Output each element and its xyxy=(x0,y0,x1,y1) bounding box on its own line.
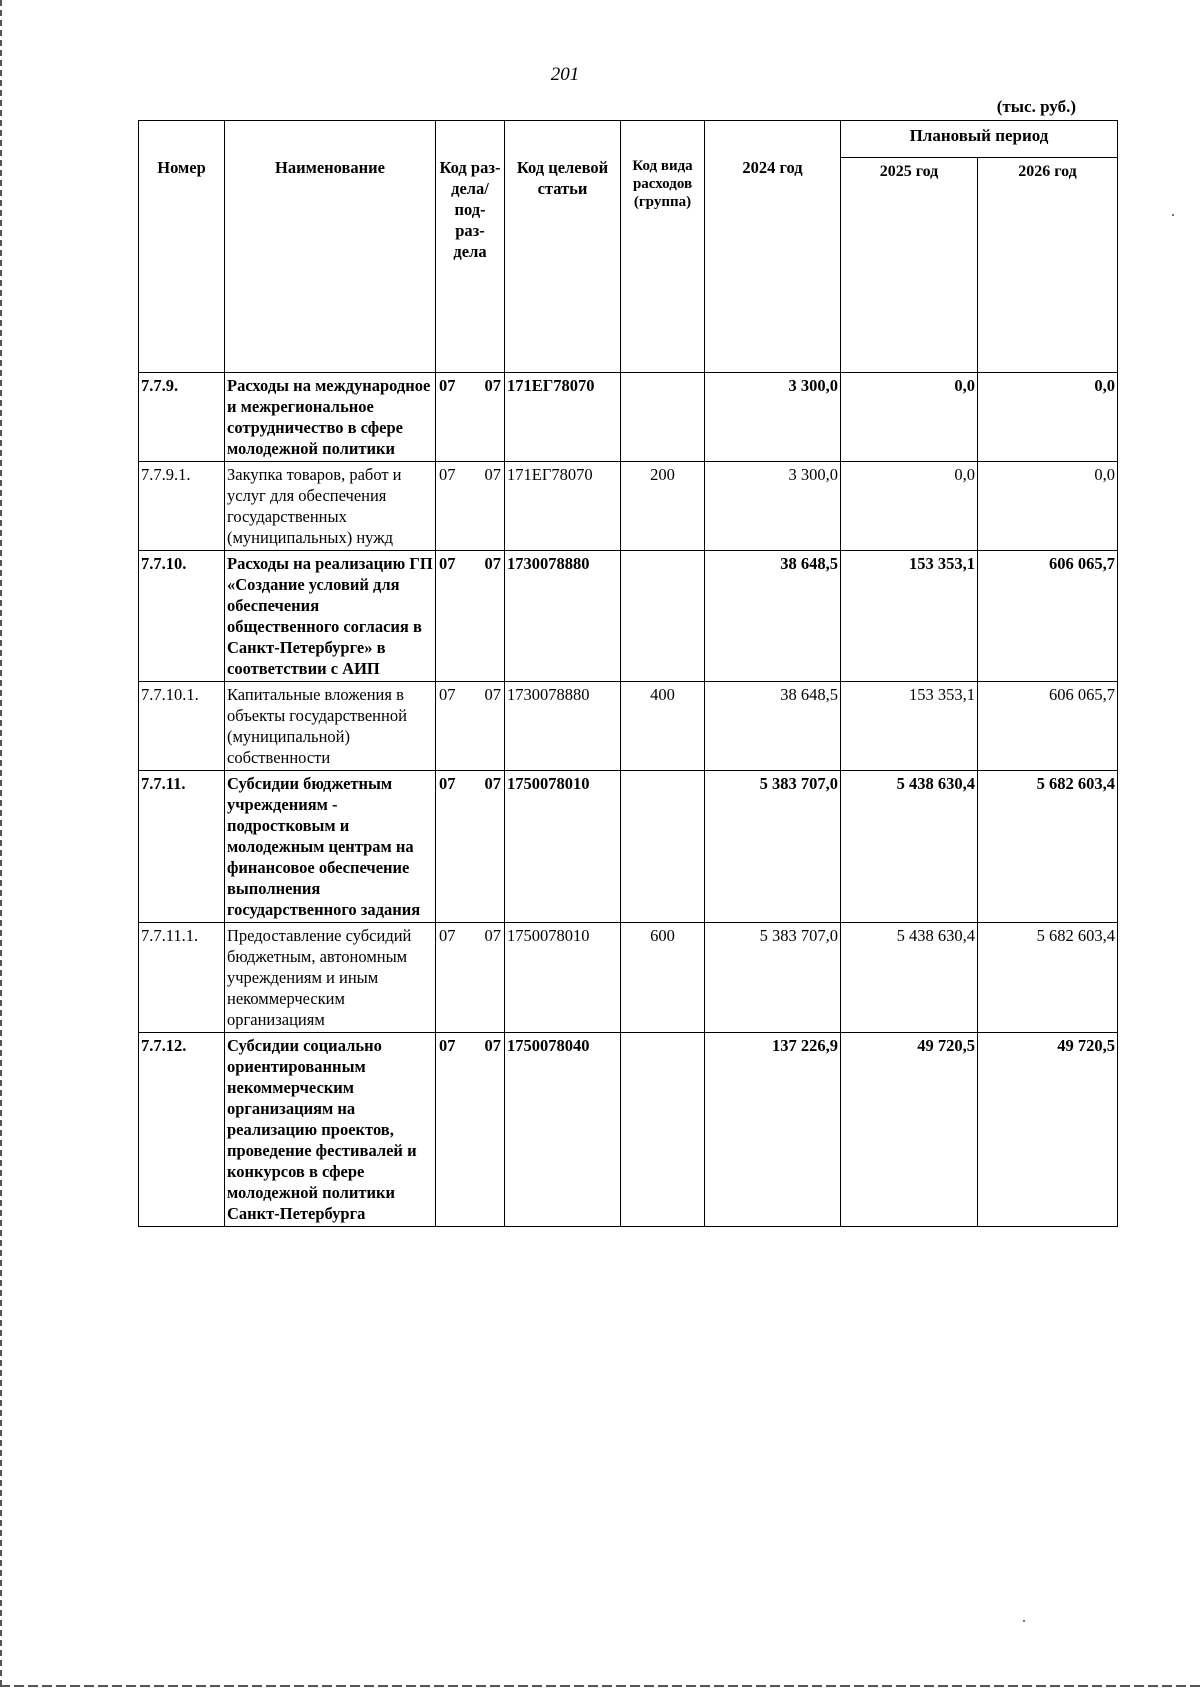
row-target-code: 1730078880 xyxy=(505,682,621,771)
header-target: Код целевой статьи xyxy=(505,121,621,373)
page-number: 201 xyxy=(550,64,580,85)
header-expense-type: Код вида расходов (группа) xyxy=(621,121,705,373)
row-2024: 38 648,5 xyxy=(705,682,841,771)
razdel-code: 07 xyxy=(439,554,456,573)
row-2026: 606 065,7 xyxy=(978,551,1118,682)
row-target-code: 171ЕГ78070 xyxy=(505,462,621,551)
row-2026: 5 682 603,4 xyxy=(978,771,1118,923)
row-2024: 137 226,9 xyxy=(705,1033,841,1227)
row-number: 7.7.11.1. xyxy=(139,923,225,1033)
row-razdel xyxy=(436,771,505,923)
row-target-code: 1750078010 xyxy=(505,771,621,923)
row-2026: 5 682 603,4 xyxy=(978,923,1118,1033)
table-row xyxy=(139,551,1118,682)
table-row xyxy=(139,923,1118,1033)
header-2026: 2026 год xyxy=(978,158,1118,373)
row-target-code: 1730078880 xyxy=(505,551,621,682)
header-razdel xyxy=(436,121,505,373)
podrazdel-code: 07 xyxy=(484,376,501,395)
row-expense-type xyxy=(621,551,705,682)
row-2025: 5 438 630,4 xyxy=(841,771,978,923)
razdel-code: 07 xyxy=(439,1036,456,1055)
row-expense-type: 200 xyxy=(621,462,705,551)
scan-speck xyxy=(1172,214,1174,216)
row-2025: 153 353,1 xyxy=(841,682,978,771)
table-row xyxy=(139,462,1118,551)
row-razdel xyxy=(436,923,505,1033)
razdel-code: 07 xyxy=(439,376,456,395)
row-number: 7.7.10.1. xyxy=(139,682,225,771)
razdel-code: 07 xyxy=(439,685,456,704)
podrazdel-code: 07 xyxy=(484,554,501,573)
row-name: Капитальные вложения в объекты государственной (муниципальной) собственности xyxy=(225,682,436,771)
table-row xyxy=(139,682,1118,771)
header-row xyxy=(139,121,1118,158)
row-expense-type xyxy=(621,1033,705,1227)
row-2025: 5 438 630,4 xyxy=(841,923,978,1033)
row-name: Закупка товаров, работ и услуг для обеспечения государственных (муниципальных) нужд xyxy=(225,462,436,551)
row-expense-type xyxy=(621,373,705,462)
budget-table xyxy=(138,120,1118,1227)
row-number: 7.7.9.1. xyxy=(139,462,225,551)
podrazdel-code: 07 xyxy=(484,685,501,704)
podrazdel-code: 07 xyxy=(484,774,501,793)
row-number: 7.7.12. xyxy=(139,1033,225,1227)
row-expense-type xyxy=(621,771,705,923)
header-razdel-text: Код раз- дела/ под- раз- дела xyxy=(439,158,501,261)
row-target-code: 171ЕГ78070 xyxy=(505,373,621,462)
row-expense-type: 400 xyxy=(621,682,705,771)
razdel-code: 07 xyxy=(439,926,456,945)
row-2025: 0,0 xyxy=(841,373,978,462)
table-row xyxy=(139,771,1118,923)
scan-speck xyxy=(1023,1620,1025,1622)
row-2024: 38 648,5 xyxy=(705,551,841,682)
razdel-code: 07 xyxy=(439,774,456,793)
row-2024: 5 383 707,0 xyxy=(705,771,841,923)
razdel-code: 07 xyxy=(439,465,456,484)
row-2026: 0,0 xyxy=(978,373,1118,462)
row-name: Расходы на международное и межрегиональное сотрудничество в сфере молодежной политики xyxy=(225,373,436,462)
podrazdel-code: 07 xyxy=(484,926,501,945)
table-row xyxy=(139,373,1118,462)
units-label: (тыс. руб.) xyxy=(996,97,1076,116)
row-2026: 606 065,7 xyxy=(978,682,1118,771)
row-razdel xyxy=(436,373,505,462)
row-number: 7.7.10. xyxy=(139,551,225,682)
scan-bottom-edge xyxy=(0,1685,1200,1687)
row-razdel xyxy=(436,682,505,771)
row-target-code: 1750078040 xyxy=(505,1033,621,1227)
podrazdel-code: 07 xyxy=(484,465,501,484)
row-razdel xyxy=(436,551,505,682)
header-number: Номер xyxy=(139,121,225,373)
row-razdel xyxy=(436,462,505,551)
row-2024: 3 300,0 xyxy=(705,462,841,551)
row-2024: 3 300,0 xyxy=(705,373,841,462)
row-name: Расходы на реализацию ГП «Создание условий для обеспечения общественного согласия в Санкт-Петербурге» в соответствии с АИП xyxy=(225,551,436,682)
row-2025: 153 353,1 xyxy=(841,551,978,682)
table-row xyxy=(139,1033,1118,1227)
row-name: Субсидии социально ориентированным некоммерческим организациям на реализацию проектов, проведение фестивалей и конкурсов в сфере молодежной политики Санкт-Петербурга xyxy=(225,1033,436,1227)
row-number: 7.7.11. xyxy=(139,771,225,923)
row-name: Предоставление субсидий бюджетным, автономным учреждениям и иным некоммерческим организациям xyxy=(225,923,436,1033)
row-2026: 49 720,5 xyxy=(978,1033,1118,1227)
header-name: Наименование xyxy=(225,121,436,373)
row-2024: 5 383 707,0 xyxy=(705,923,841,1033)
row-name: Субсидии бюджетным учреждениям - подростковым и молодежным центрам на финансовое обеспечение выполнения государственного задания xyxy=(225,771,436,923)
row-razdel xyxy=(436,1033,505,1227)
scan-left-edge xyxy=(0,0,2,1689)
header-plan-period: Плановый период xyxy=(841,121,1118,158)
row-target-code: 1750078010 xyxy=(505,923,621,1033)
row-2025: 49 720,5 xyxy=(841,1033,978,1227)
row-2026: 0,0 xyxy=(978,462,1118,551)
row-number: 7.7.9. xyxy=(139,373,225,462)
header-2024: 2024 год xyxy=(705,121,841,373)
row-expense-type: 600 xyxy=(621,923,705,1033)
podrazdel-code: 07 xyxy=(484,1036,501,1055)
row-2025: 0,0 xyxy=(841,462,978,551)
header-2025: 2025 год xyxy=(841,158,978,373)
